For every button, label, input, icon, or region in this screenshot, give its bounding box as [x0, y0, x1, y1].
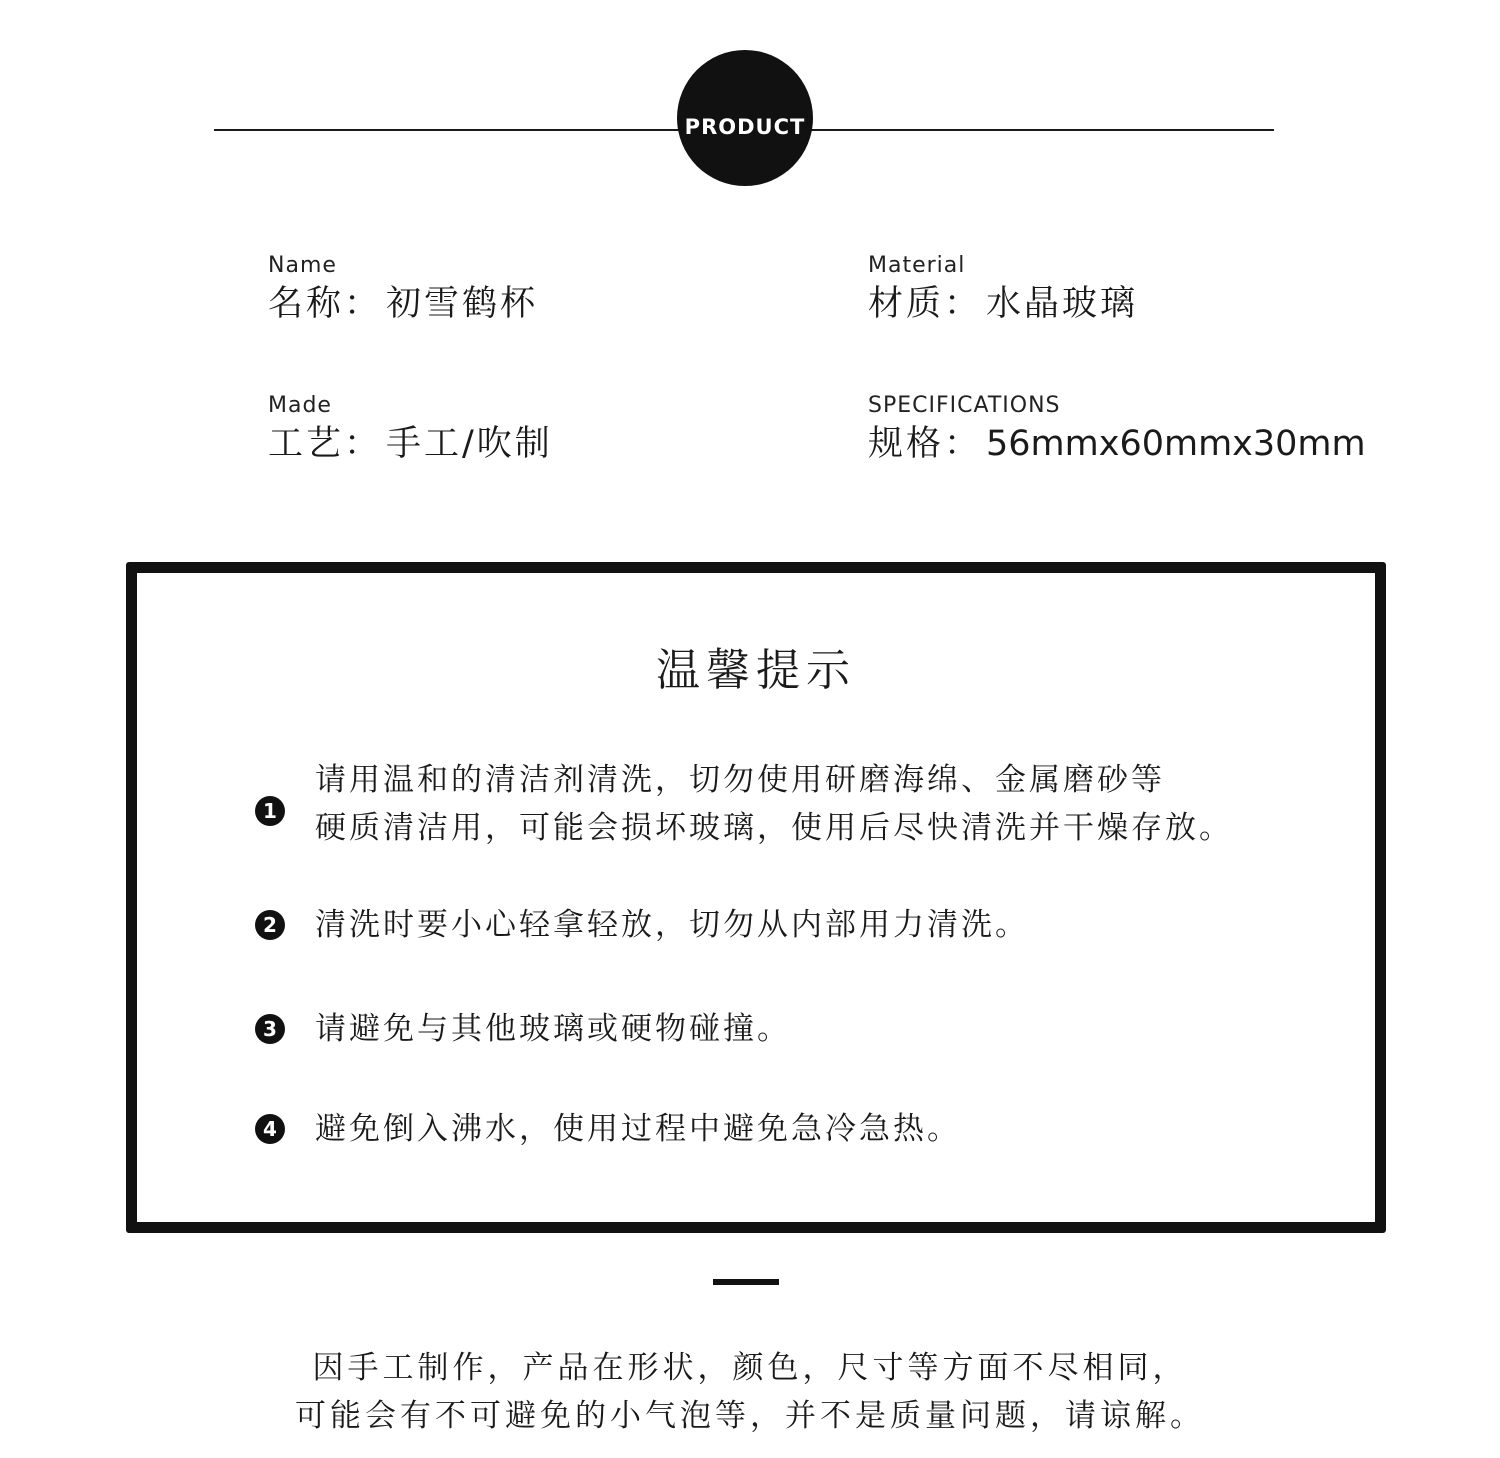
spec-name	[268, 252, 538, 326]
spec-material-en: Material	[868, 253, 966, 278]
tip-text: 清洗时要小心轻拿轻放，切勿从内部用力清洗。	[315, 907, 1029, 943]
spec-name-en: Name	[268, 253, 337, 278]
spec-specifications	[868, 392, 1366, 466]
tip-text: 避免倒入沸水，使用过程中避免急冷急热。	[315, 1111, 961, 1147]
spec-made-row	[268, 422, 553, 466]
spec-made	[268, 392, 553, 466]
notice-title: 温馨提示	[656, 645, 856, 696]
spec-made-value: 手工/吹制	[386, 424, 553, 464]
spec-material-value: 水晶玻璃	[986, 284, 1139, 324]
spec-specifications-en: SPECIFICATIONS	[868, 393, 1061, 418]
footer-note-line: 可能会有不可避免的小气泡等，并不是质量问题，请谅解。	[295, 1398, 1205, 1434]
product-badge-label: PRODUCT	[684, 115, 806, 139]
spec-specifications-row	[868, 422, 1366, 466]
spec-specifications-label: 规格：	[868, 424, 983, 464]
tip-text: 请用温和的清洁剂清洗，切勿使用研磨海绵、金属磨砂等	[315, 762, 1165, 798]
tip-text: 请避免与其他玻璃或硬物碰撞。	[315, 1011, 791, 1047]
spec-specifications-value: 56mmx60mmx30mm	[986, 424, 1366, 464]
footer-dash-divider	[713, 1279, 779, 1285]
spec-made-label: 工艺：	[268, 424, 383, 464]
spec-name-row	[268, 282, 538, 326]
tip-number-4-icon: 4	[255, 1114, 285, 1144]
notice-box	[126, 562, 1386, 1233]
spec-material	[868, 252, 1138, 326]
spec-material-row	[868, 282, 1138, 326]
tip-number-2-icon: 2	[255, 910, 285, 940]
spec-material-label: 材质：	[868, 284, 983, 324]
footer-note-line: 因手工制作，产品在形状，颜色，尺寸等方面不尽相同，	[312, 1350, 1188, 1386]
tip-number-3-icon: 3	[255, 1014, 285, 1044]
spec-made-en: Made	[268, 393, 332, 418]
spec-name-value: 初雪鹤杯	[386, 284, 539, 324]
tip-number-1-icon: 1	[255, 796, 285, 826]
tip-text: 硬质清洁用，可能会损坏玻璃，使用后尽快清洗并干燥存放。	[315, 810, 1233, 846]
spec-name-label: 名称：	[268, 284, 383, 324]
